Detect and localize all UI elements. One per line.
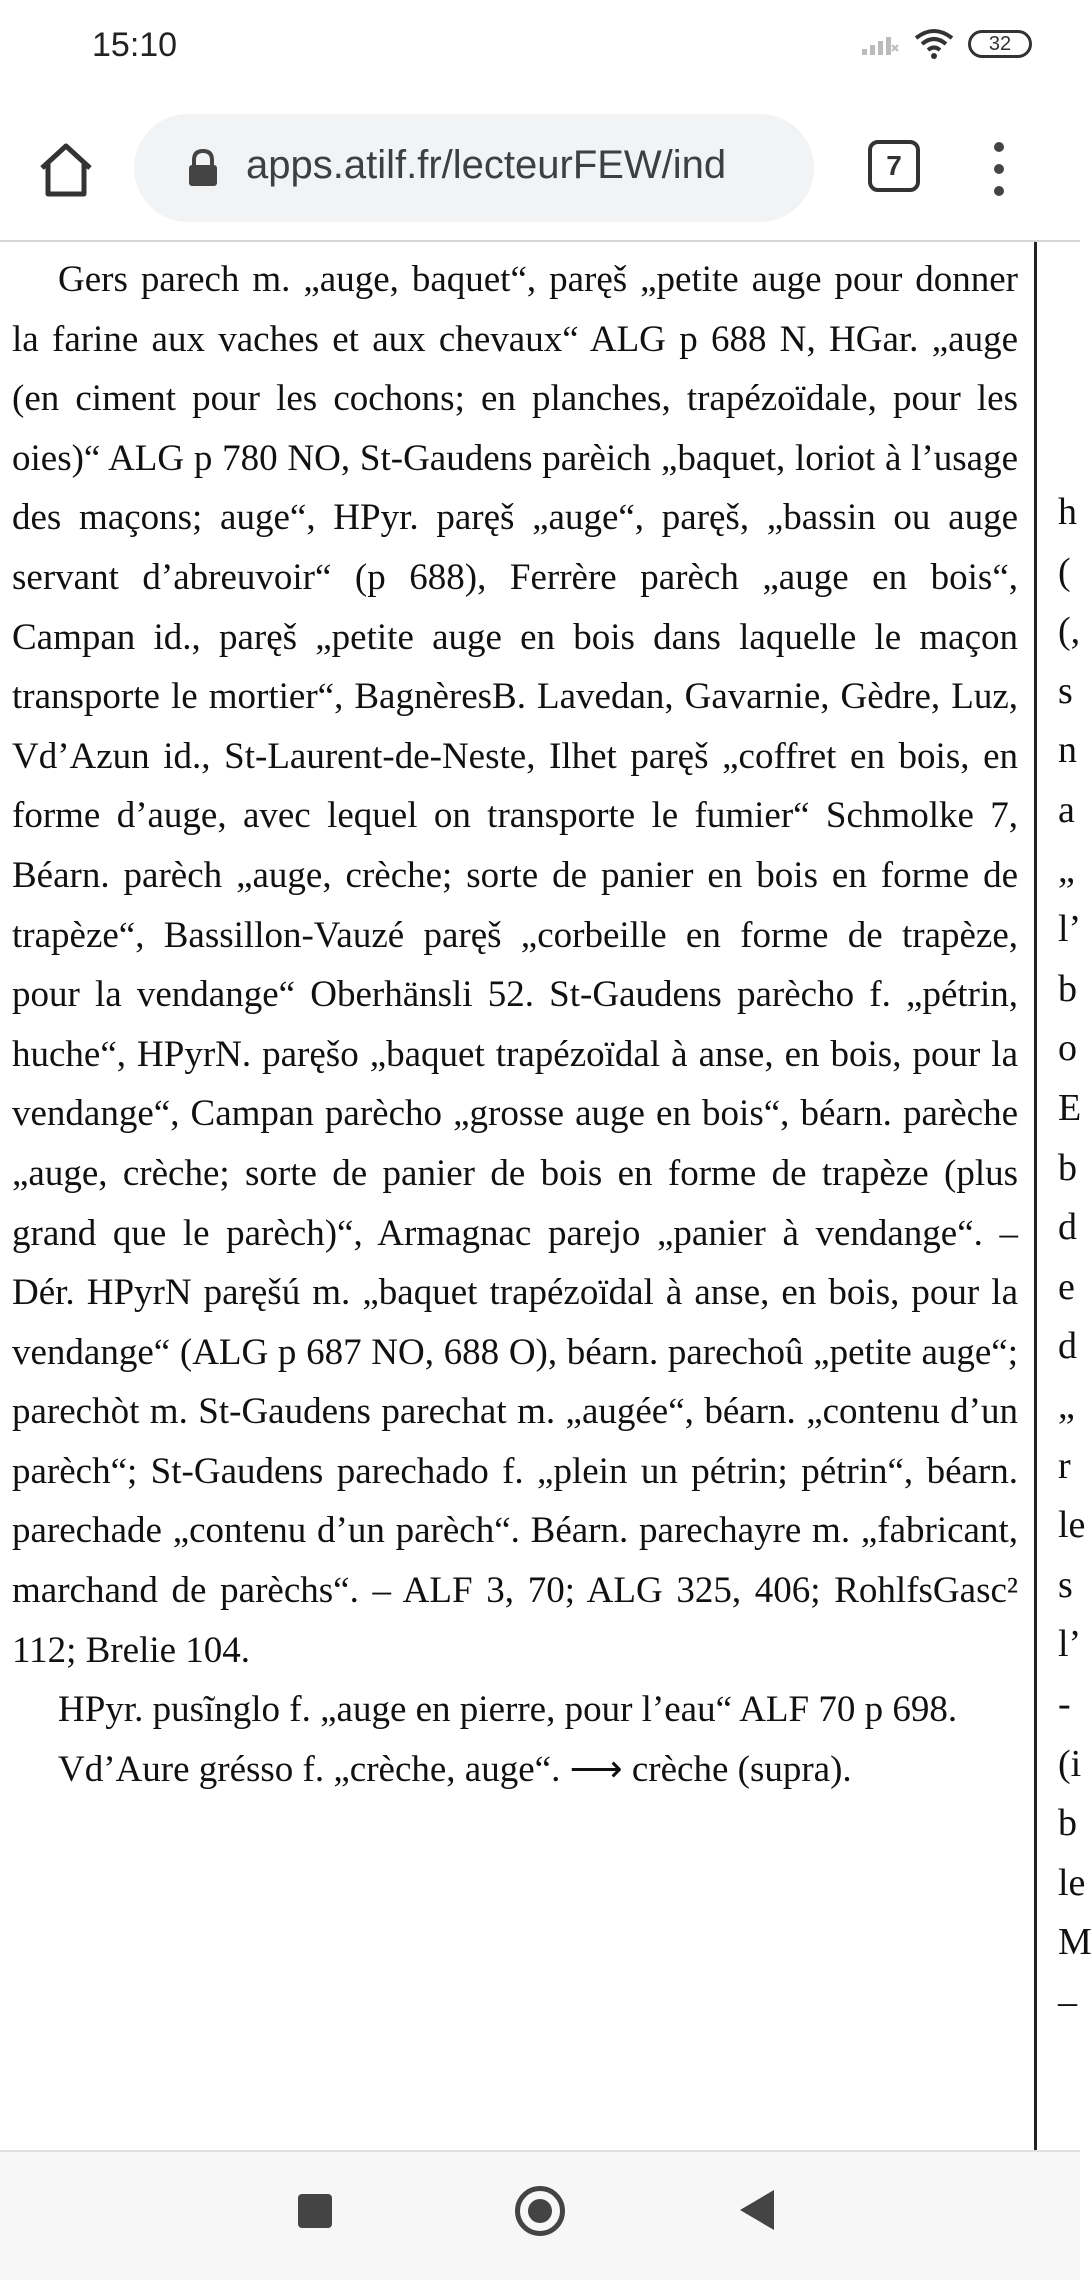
right-column-fragment: h (1058, 491, 1077, 533)
right-column-fragment: l’ (1058, 1623, 1082, 1666)
right-column-fragment: o (1058, 1027, 1077, 1070)
right-column-fragment: „ (1058, 848, 1075, 891)
browser-toolbar (0, 96, 1080, 242)
home-nav-icon[interactable] (515, 2186, 565, 2236)
status-time: 15:10 (92, 26, 178, 64)
system-nav-bar (0, 2150, 1080, 2280)
right-column-fragment: (, (1058, 610, 1081, 653)
recents-icon[interactable] (298, 2194, 332, 2228)
right-column-fragment: d (1058, 1206, 1077, 1249)
signal-icon (860, 31, 900, 57)
right-column-fragment: b (1058, 1146, 1077, 1189)
right-column-fragment: - (1058, 1683, 1071, 1725)
right-column-fragment: n (1058, 729, 1077, 772)
main-column (12, 250, 1018, 1799)
right-column-fragment: d (1058, 1325, 1077, 1368)
right-column-fragment: E (1058, 1087, 1082, 1129)
battery-icon: 32 (968, 30, 1032, 58)
lock-icon (186, 148, 220, 188)
column-divider (1034, 242, 1037, 2150)
right-column-fragment: s (1058, 669, 1073, 712)
paragraph: Gers parech m. „auge, baquet“, paręš „petite auge pour donner la farine aux vaches et aux chevaux“ ALG p 688 N, HGar. „auge (en ciment pour les cochons; en planches, trapézoïdale, pour les oies)“ ALG p 780 NO, St-Gaudens parèich „baquet, loriot à l’usage des maçons; auge“, HPyr. paręš „auge“, paręš, „bassin ou auge servant d’abreuvoir“ (p 688), Ferrère parèch „auge en bois“, Campan id., paręš „petite auge en bois dans laquelle le maçon transporte le mortier“, BagnèresB. Lavedan, Gavarnie, Gèdre, Luz, Vd’Azun id., St-Laurent-de-Neste, Ilhet paręš „coffret en bois, en forme d’auge, avec lequel on transporte le fumier“ Schmolke 7, Béarn. parèch „auge, crèche; sorte de panier en bois en forme de trapèze“, Bassillon-Vauzé paręš „corbeille en forme de trapèze, pour la vendange“ Oberhänsli 52. St-Gaudens parècho f. „pétrin, huche“, HPyrN. paręšo „baquet trapézoïdal à anse, en bois, pour la vendange“, Campan parècho „grosse auge en bois“, béarn. parèche „auge, crèche; sorte de panier de bois en forme de trapèze (plus grand que le parèch)“, Armagnac parejo „panier à vendange“. – Dér. HPyrN paręšú m. „baquet trapézoïdal à anse, en bois, pour la vendange“ (ALG p 687 NO, 688 O), béarn. parechoû „petite auge“; parechòt m. St-Gaudens parechat m. „augée“, béarn. „contenu d’un parèch“; St-Gaudens parechado f. „plein un pétrin; pétrin“, béarn. parechade „contenu d’un parèch“. Béarn. parechayre m. „fabricant, marchand de parèchs“. – ALF 3, 70; ALG 325, 406; RohlfsGasc² 112; Brelie 104. (12, 259, 1018, 1671)
right-column-fragment: (i (1058, 1742, 1082, 1785)
tab-switcher-button[interactable]: 7 (868, 140, 920, 192)
right-column-fragment: – (1058, 1981, 1077, 2023)
right-column-fragment: r (1058, 1444, 1071, 1487)
right-column-fragment: e (1058, 1265, 1075, 1308)
right-column-fragment: b (1058, 1802, 1077, 1845)
address-bar[interactable] (134, 114, 814, 222)
right-column-fragment: le (1058, 1861, 1086, 1904)
paragraph: Vd’Aure grésso f. „crèche, auge“. ⟶ crèche (supra). (58, 1748, 852, 1790)
paragraph: HPyr. pusĩnglo f. „auge en pierre, pour l’eau“ ALF 70 p 698. (58, 1689, 958, 1731)
page-content (0, 242, 1092, 2150)
right-column-fragment: s (1058, 1563, 1073, 1606)
right-column-fragment: b (1058, 967, 1077, 1010)
right-column-fragment: le (1058, 1504, 1086, 1547)
right-column-fragment: „ (1058, 1385, 1075, 1427)
home-icon[interactable] (34, 138, 98, 202)
overflow-menu-icon[interactable] (984, 142, 1014, 198)
url-text[interactable]: apps.atilf.fr/lecteurFEW/ind (246, 143, 727, 187)
back-icon[interactable] (740, 2190, 774, 2230)
right-column-fragment: a (1058, 789, 1075, 831)
right-column-fragment: M (1058, 1921, 1092, 1964)
status-bar (0, 0, 1080, 96)
right-column-fragment: ( (1058, 550, 1071, 593)
right-column-fragment: l’ (1058, 908, 1082, 951)
status-icons (860, 28, 1032, 60)
wifi-icon (914, 28, 954, 60)
